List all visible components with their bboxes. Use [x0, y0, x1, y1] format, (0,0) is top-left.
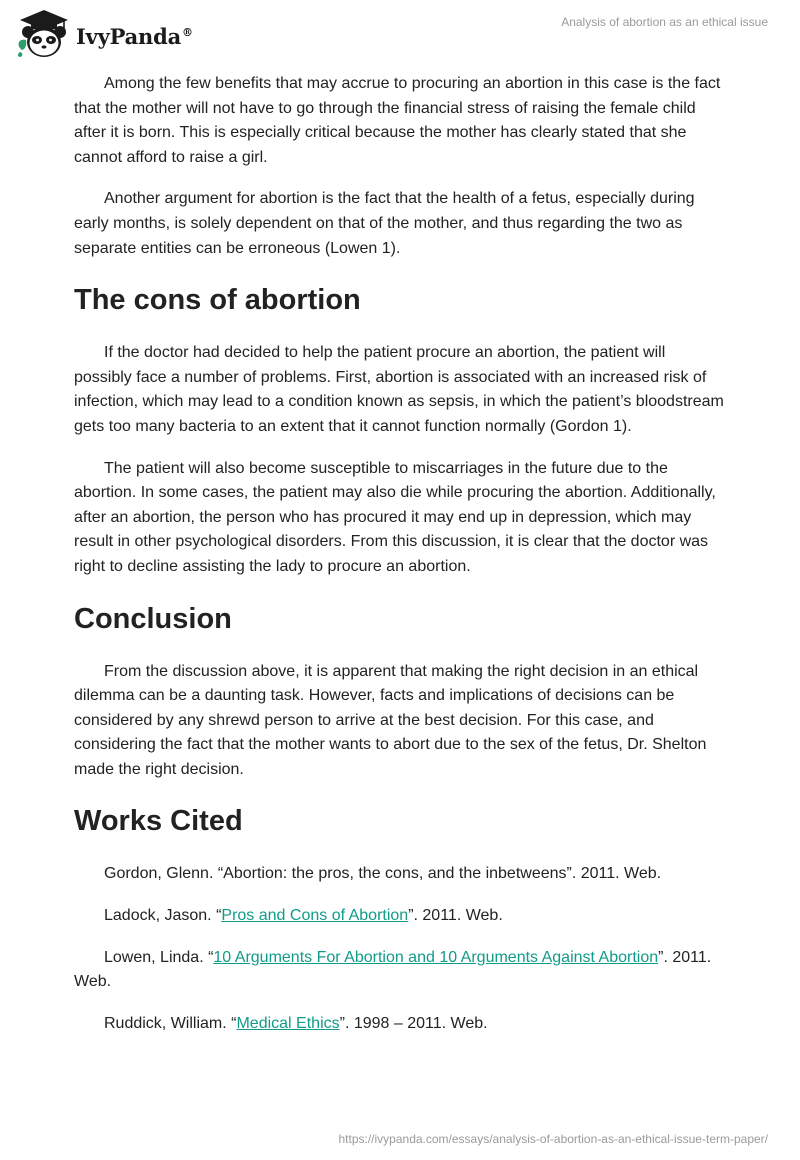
paragraph-fetus-health: Another argument for abortion is the fact that the health of a fetus, especially during early months, is solely dependent on that of the mother, and thus regarding the two as separate entities can be erroneous (Lowen 1). [74, 190, 695, 257]
paragraph-benefits: Among the few benefits that may accrue to procuring an abortion in this case is the fact that the mother will not have to go through the financial stress of raising the female child after it is born. This is especially critical because the mother has clearly stated that she cannot afford to raise a girl. [74, 75, 721, 166]
heading-works-cited: Works Cited [74, 805, 243, 838]
ivypanda-logo[interactable] [14, 8, 193, 60]
panda-graduate-icon [14, 8, 74, 60]
brand-name: IvyPanda® [76, 23, 193, 49]
citation-gordon: Gordon, Glenn. “Abortion: the pros, the cons, and the inbetweens”. 2011. Web. [104, 865, 662, 883]
page-header [0, 0, 800, 68]
paragraph-conclusion: From the discussion above, it is apparent that making the right decision in an ethical dilemma can be a daunting task. However, facts and implications of decisions can be considered by any shrewd person to arrive at the best decision. For this case, and considering the fact that the mother wants to abort due to the sex of the fetus, Dr. Shelton made the right decision. [74, 662, 707, 778]
link-10-arguments[interactable]: 10 Arguments For Abortion and 10 Arguments Against Abortion [213, 948, 659, 966]
paragraph-miscarriage-risk: The patient will also become susceptible to miscarriages in the future due to the abortion. In some cases, the patient may also die while procuring the abortion. Additionally, after an abortion, the person who has procured it may end up in depression, which may result in other psychological disorders. From this discussion, it is clear that the doctor was right to decline assisting the lady to procure an abortion. [74, 459, 716, 575]
heading-conclusion: Conclusion [74, 602, 232, 635]
citation-lowen: Lowen, Linda. “10 Arguments For Abortion and 10 Arguments Against Abortion”. 2011. Web. [74, 948, 712, 991]
citation-ruddick: Ruddick, William. “Medical Ethics”. 1998 – 2011. Web. [104, 1014, 488, 1032]
heading-cons: The cons of abortion [74, 284, 361, 317]
document-title: Analysis of abortion as an ethical issue [561, 15, 768, 29]
link-pros-and-cons-of-abortion[interactable]: Pros and Cons of Abortion [221, 907, 409, 925]
source-url: https://ivypanda.com/essays/analysis-of-abortion-as-an-ethical-issue-term-paper/ [338, 1132, 768, 1146]
link-medical-ethics[interactable]: Medical Ethics [236, 1014, 340, 1032]
paragraph-infection-risk: If the doctor had decided to help the patient procure an abortion, the patient will possibly face a number of problems. First, abortion is associated with an increased risk of infection, which may lead to a condition known as sepsis, in which the patient’s bloodstream gets too many bacteria to an extent that it cannot function normally (Gordon 1). [74, 344, 724, 435]
citation-ladock: Ladock, Jason. “Pros and Cons of Abortion”. 2011. Web. [104, 907, 503, 925]
essay-body [74, 72, 724, 1053]
